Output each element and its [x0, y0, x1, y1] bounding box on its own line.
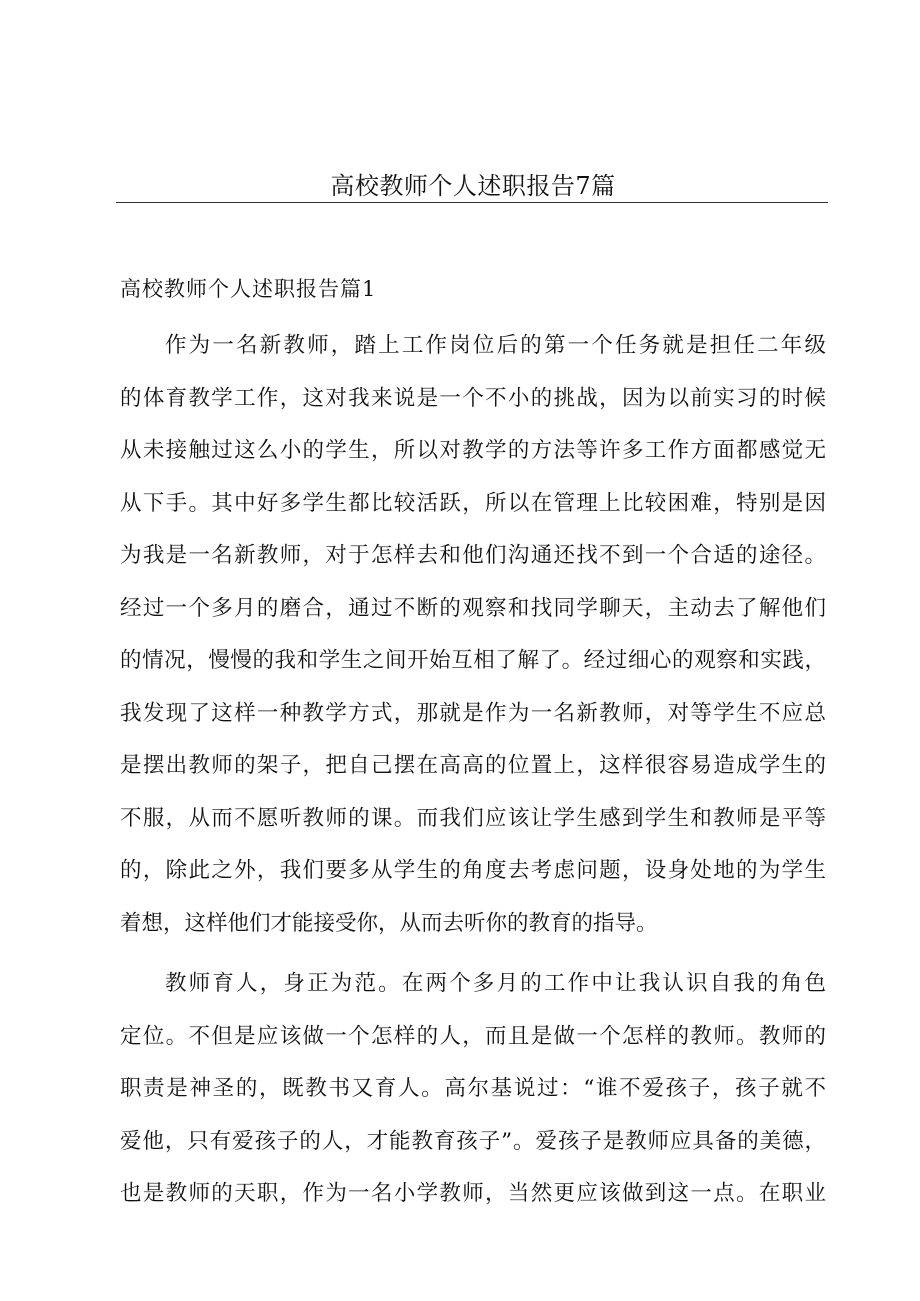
paragraph-line: 为我是一名新教师，对于怎样去和他们沟通还找不到一个合适的途径。 — [120, 543, 826, 568]
paragraph-line: 爱他，只有爱孩子的人，才能教育孩子”。爱孩子是教师应具备的美德， — [120, 1128, 826, 1154]
paragraph-line: 职责是神圣的，既教书又育人。高尔基说过：“谁不爱孩子，孩子就不 — [120, 1076, 826, 1101]
paragraph-line: 教师育人，身正为范。在两个多月的工作中让我认识自我的角色 — [165, 971, 826, 996]
paragraph-line: 定位。不但是应该做一个怎样的人，而且是做一个怎样的教师。教师的 — [120, 1023, 826, 1049]
paragraph-line: 经过一个多月的磨合，通过不断的观察和找同学聊天，主动去了解他们 — [120, 595, 826, 621]
paragraph-1 — [120, 320, 826, 950]
paragraph-line: 的，除此之外，我们要多从学生的角度去考虑问题，设身处地的为学生 — [120, 858, 826, 883]
document-title: 高校教师个人述职报告7篇 — [330, 172, 616, 200]
paragraph-2 — [120, 958, 826, 1221]
paragraph-line: 不服，从而不愿听教师的课。而我们应该让学生感到学生和教师是平等 — [120, 805, 826, 831]
section-heading: 高校教师个人述职报告篇1 — [120, 277, 377, 301]
paragraph-line: 从未接触过这么小的学生，所以对教学的方法等许多工作方面都感觉无 — [120, 438, 826, 463]
paragraph-line: 作为一名新教师，踏上工作岗位后的第一个任务就是担任二年级 — [165, 333, 826, 358]
paragraph-line: 的体育教学工作，这对我来说是一个不小的挑战，因为以前实习的时候 — [120, 385, 826, 411]
paragraph-line: 从下手。其中好多学生都比较活跃，所以在管理上比较困难，特别是因 — [120, 490, 826, 516]
paragraph-line: 的情况，慢慢的我和学生之间开始互相了解了。经过细心的观察和实践， — [120, 648, 826, 673]
paragraph-line: 是摆出教师的架子，把自己摆在高高的位置上，这样很容易造成学生的 — [120, 753, 826, 778]
paragraph-line: 我发现了这样一种教学方式，那就是作为一名新教师，对等学生不应总 — [120, 700, 826, 726]
paragraph-line: 着想，这样他们才能接受你，从而去听你的教育的指导。 — [120, 910, 658, 936]
document-body — [120, 320, 826, 1221]
title-underline — [116, 202, 828, 203]
paragraph-line: 也是教师的天职，作为一名小学教师，当然更应该做到这一点。在职业 — [120, 1181, 826, 1206]
paragraph-spacer — [120, 950, 826, 958]
